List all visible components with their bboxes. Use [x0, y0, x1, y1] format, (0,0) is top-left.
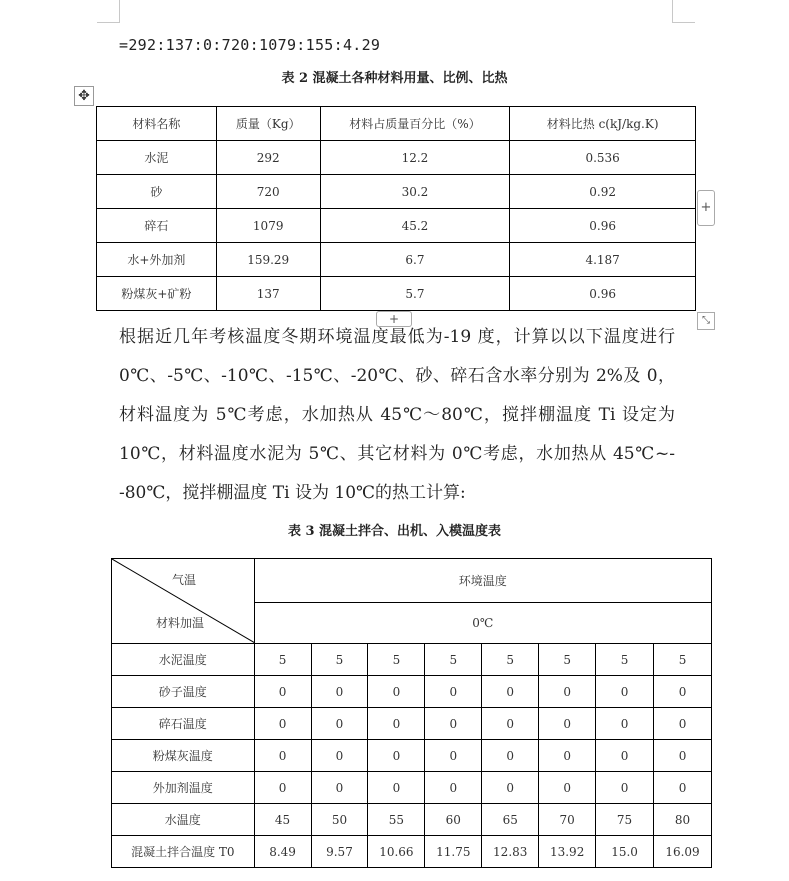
row-label: 水泥温度: [112, 644, 255, 676]
table-cell: 0: [596, 740, 654, 772]
table-cell: 55: [368, 804, 425, 836]
table-cell: 0: [654, 676, 712, 708]
table-cell: 砂: [97, 175, 217, 209]
table-cell: 0: [425, 676, 482, 708]
table-cell: 0: [425, 740, 482, 772]
table-cell: 0: [482, 676, 539, 708]
table-row: [112, 772, 712, 804]
table-row: [97, 277, 696, 311]
table-cell: 0: [482, 740, 539, 772]
table-cell: 16.09: [654, 836, 712, 868]
table-cell: 0: [311, 676, 368, 708]
table-move-handle-icon[interactable]: ✥: [74, 86, 94, 106]
table-cell: 292: [216, 141, 320, 175]
table-cell: 0: [311, 772, 368, 804]
table-cell: 0: [654, 772, 712, 804]
table-cell: 4.187: [510, 243, 696, 277]
column-header: 材料占质量百分比（%）: [320, 107, 510, 141]
table-cell: 15.0: [596, 836, 654, 868]
table-cell: 0: [654, 708, 712, 740]
table-cell: 80: [654, 804, 712, 836]
table-cell: 0.92: [510, 175, 696, 209]
row-label: 混凝土拌合温度 T0: [112, 836, 255, 868]
table-cell: 0.536: [510, 141, 696, 175]
table-cell: 0: [368, 772, 425, 804]
table-resize-handle-icon[interactable]: ⤡: [697, 312, 715, 330]
table-header-row: [97, 107, 696, 141]
table-cell: 720: [216, 175, 320, 209]
table-cell: 0: [596, 708, 654, 740]
table-cell: 6.7: [320, 243, 510, 277]
table-cell: 0: [596, 772, 654, 804]
table-cell: 70: [539, 804, 596, 836]
table-row: [112, 804, 712, 836]
table-row: [112, 740, 712, 772]
table-cell: 0: [311, 740, 368, 772]
table-cell: 5: [311, 644, 368, 676]
column-header: 材料名称: [97, 107, 217, 141]
table-cell: 水泥: [97, 141, 217, 175]
row-label: 粉煤灰温度: [112, 740, 255, 772]
table3-caption: 表 3 混凝土拌合、出机、入模温度表: [287, 524, 502, 539]
table-cell: 5: [596, 644, 654, 676]
diagonal-header-cell: [112, 559, 255, 644]
table-cell: 0: [654, 740, 712, 772]
row-label: 水温度: [112, 804, 255, 836]
table-cell: 粉煤灰+矿粉: [97, 277, 217, 311]
table-cell: 0: [254, 676, 311, 708]
temperature-table: [111, 558, 712, 868]
table-cell: 0: [539, 740, 596, 772]
table-cell: 0: [368, 708, 425, 740]
table-cell: 0: [482, 708, 539, 740]
add-column-button[interactable]: +: [697, 190, 715, 226]
table-cell: 13.92: [539, 836, 596, 868]
table-cell: 0: [368, 676, 425, 708]
table-cell: 0: [368, 740, 425, 772]
table-row: [97, 175, 696, 209]
table-cell: 12.2: [320, 141, 510, 175]
body-paragraph: 根据近几年考核温度冬期环境温度最低为-19 度，计算以以下温度进行 0℃、-5℃、-10℃、-15℃、-20℃、砂、碎石含水率分别为 2%及 0，材料温度为 5℃考虑，水加热从 45℃～80℃，搅拌棚温度 Ti 设定为 10℃，材料温度水泥为 5℃、其它材料为 0℃考虑，水加热从 45℃~--80℃，搅拌棚温度 Ti 设为 10℃的热工计算:: [119, 327, 675, 503]
table-cell: 45.2: [320, 209, 510, 243]
table-cell: 0: [539, 708, 596, 740]
add-row-button[interactable]: +: [376, 311, 412, 327]
table-cell: 8.49: [254, 836, 311, 868]
table-cell: 0.96: [510, 209, 696, 243]
table-cell: 9.57: [311, 836, 368, 868]
table-cell: 碎石: [97, 209, 217, 243]
table-cell: 0: [254, 740, 311, 772]
table-row: [112, 644, 712, 676]
table-cell: 5: [654, 644, 712, 676]
table-cell: 12.83: [482, 836, 539, 868]
table-cell: 50: [311, 804, 368, 836]
table-cell: 137: [216, 277, 320, 311]
table-row: [97, 209, 696, 243]
table-row: [112, 836, 712, 868]
materials-table: [96, 106, 696, 311]
table-cell: 0: [596, 676, 654, 708]
table2-caption: 表 2 混凝土各种材料用量、比例、比热: [281, 71, 508, 86]
table-row: [97, 243, 696, 277]
row-label: 碎石温度: [112, 708, 255, 740]
table-cell: 0: [425, 708, 482, 740]
table-cell: 0.96: [510, 277, 696, 311]
table-cell: 0: [482, 772, 539, 804]
ratio-formula: =292:137:0:720:1079:155:4.29: [119, 36, 381, 54]
page-corner-top-left: [97, 0, 120, 23]
table-cell: 0: [539, 772, 596, 804]
column-header: 质量（Kg）: [216, 107, 320, 141]
table-cell: 5: [368, 644, 425, 676]
table-cell: 水+外加剂: [97, 243, 217, 277]
table-cell: 0: [425, 772, 482, 804]
row-label: 砂子温度: [112, 676, 255, 708]
env-temp-value: 0℃: [254, 603, 711, 644]
table-cell: 75: [596, 804, 654, 836]
diag-label-material-heating: 材料加温: [156, 616, 205, 630]
table-row: [97, 141, 696, 175]
table-cell: 0: [254, 772, 311, 804]
table-cell: 159.29: [216, 243, 320, 277]
table-row: [112, 708, 712, 740]
env-temp-header: 环境温度: [254, 559, 711, 603]
table-cell: 45: [254, 804, 311, 836]
table-cell: 5: [482, 644, 539, 676]
table-cell: 5: [254, 644, 311, 676]
table-cell: 0: [539, 676, 596, 708]
table-cell: 65: [482, 804, 539, 836]
table-cell: 11.75: [425, 836, 482, 868]
table-cell: 1079: [216, 209, 320, 243]
table-cell: 30.2: [320, 175, 510, 209]
table-row: [112, 676, 712, 708]
diag-label-air-temp: 气温: [172, 573, 197, 587]
table-cell: 0: [311, 708, 368, 740]
row-label: 外加剂温度: [112, 772, 255, 804]
column-header: 材料比热 c(kJ/kg.K): [510, 107, 696, 141]
table-cell: 10.66: [368, 836, 425, 868]
table-cell: 5: [425, 644, 482, 676]
table-cell: 0: [254, 708, 311, 740]
table-cell: 5.7: [320, 277, 510, 311]
table-cell: 60: [425, 804, 482, 836]
page-corner-top-right: [672, 0, 695, 23]
table-cell: 5: [539, 644, 596, 676]
